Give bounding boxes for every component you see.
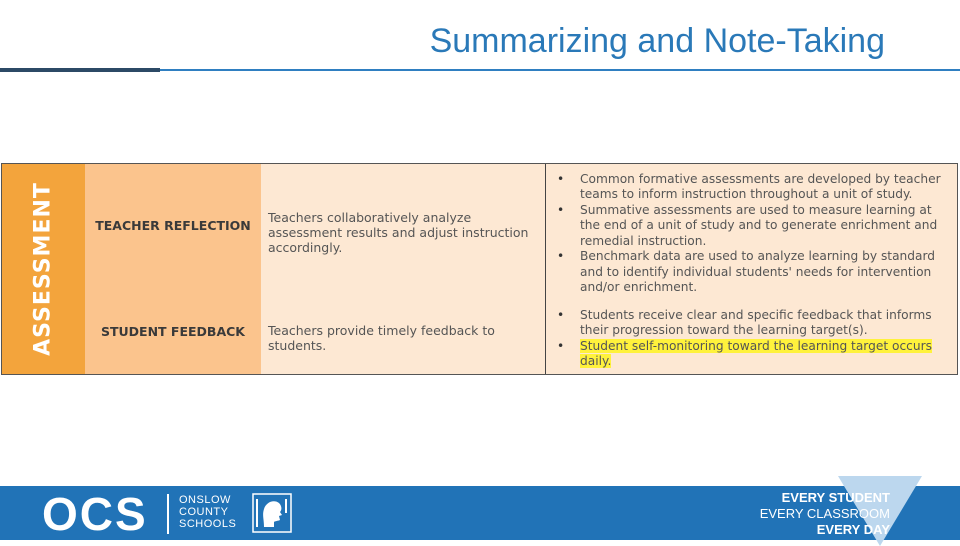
slogan-line-2: EVERY CLASSROOM	[759, 506, 890, 521]
list-item: • Students receive clear and specific feedback that informs their progression toward the learning target(s).	[554, 308, 954, 339]
list-item: • Summative assessments are used to measure learning at the end of a unit of study and to generate enrichment and remedial instruction.	[554, 203, 954, 249]
teacher-reflection-description: Teachers collaboratively analyze assessment results and adjust instruction accordingly.	[268, 210, 529, 255]
slogan-line-1: EVERY STUDENT	[781, 490, 890, 505]
list-item: • Common formative assessments are developed by teacher teams to inform instruction throughout a unit of study.	[554, 172, 954, 203]
column-divider	[545, 164, 546, 374]
assessment-table	[1, 163, 958, 375]
title-underline-blue	[160, 69, 960, 71]
student-feedback-bullets	[554, 308, 954, 370]
list-item	[554, 339, 954, 370]
row-label-student-feedback: STUDENT FEEDBACK	[101, 324, 245, 339]
slogan-line-3: EVERY DAY	[816, 522, 890, 537]
profile-seal-icon	[252, 493, 292, 533]
title-underline-dark	[0, 68, 160, 72]
title-underline	[0, 68, 960, 72]
slide-title: Summarizing and Note-Taking	[429, 22, 885, 60]
slogan	[760, 490, 890, 538]
teacher-reflection-bullets	[554, 172, 954, 296]
row-label-teacher-reflection: TEACHER REFLECTION	[95, 218, 251, 233]
ocs-logo: OCS	[42, 488, 148, 540]
row-label-column	[85, 164, 261, 374]
student-feedback-description: Teachers provide timely feedback to students.	[268, 323, 495, 353]
assessment-label: ASSESSMENT	[30, 182, 56, 356]
highlighted-text: Student self-monitoring toward the learning target occurs daily.	[580, 339, 932, 369]
assessment-band	[2, 164, 85, 374]
logo-divider	[167, 494, 169, 534]
list-item: • Benchmark data are used to analyze learning by standard and to identify individual students' needs for intervention and/or enrichment.	[554, 249, 954, 295]
school-name: ONSLOW COUNTY SCHOOLS	[179, 494, 237, 530]
